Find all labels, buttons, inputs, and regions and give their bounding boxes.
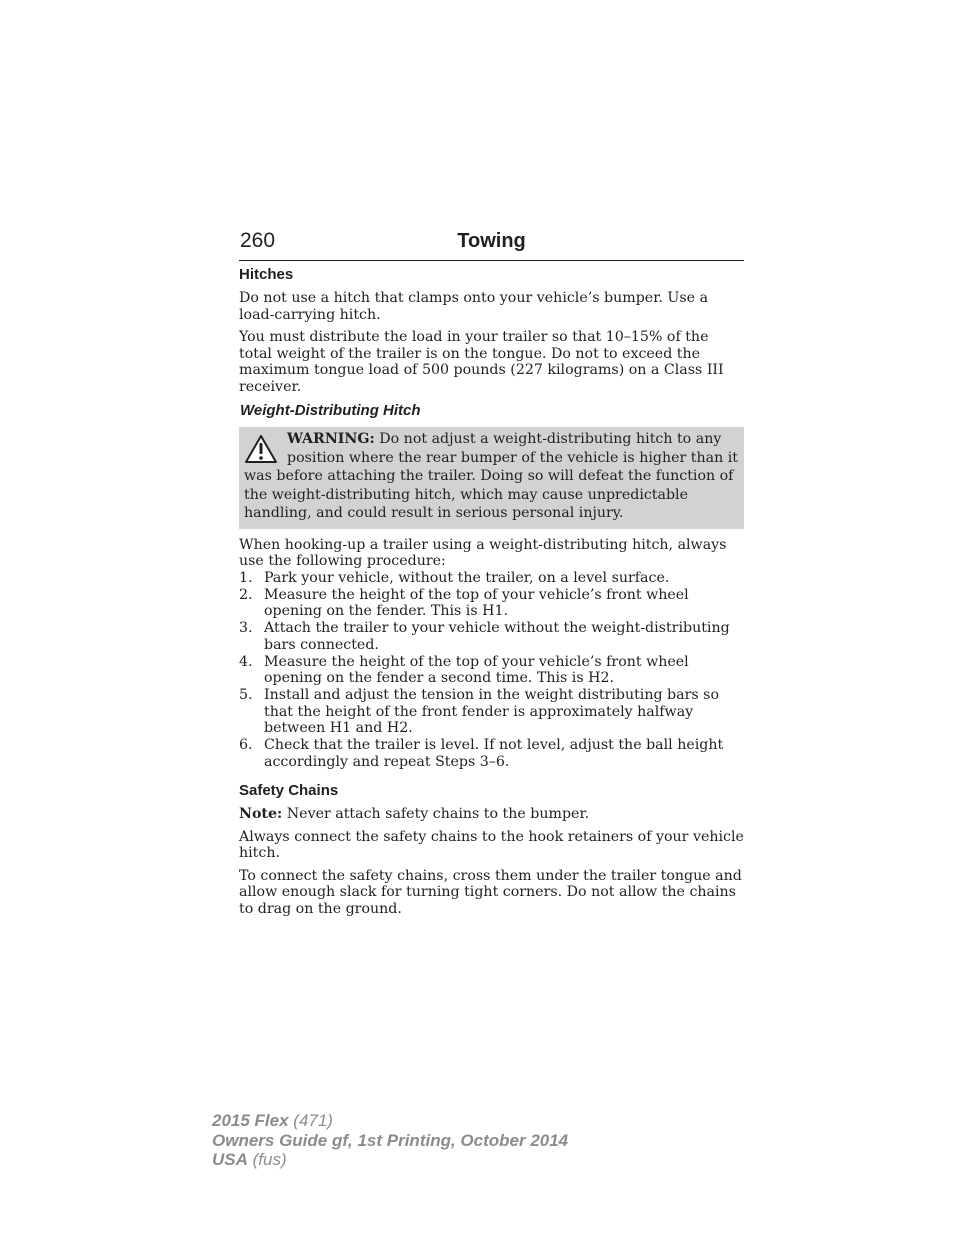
step-text: Measure the height of the top of your vehicle’s front wheel opening on the fender a second time. This is H2. <box>264 653 689 686</box>
warning-label: WARNING: <box>287 431 375 447</box>
step-text: Check that the trailer is level. If not level, adjust the ball height accordingly and repeat Steps 3–6. <box>264 737 724 770</box>
procedure-step <box>239 570 744 587</box>
procedure-step <box>239 587 744 620</box>
safety-chains-heading: Safety Chains <box>239 782 339 799</box>
procedure-step <box>239 654 744 687</box>
footer-guide-line: Owners Guide gf, 1st Printing, October 2014 <box>212 1130 569 1150</box>
safety-chains-paragraph-2: To connect the safety chains, cross them under the trailer tongue and allow enough slack for turning tight corners. Do not allow the chains to drag on the ground. <box>239 867 742 917</box>
step-text: Install and adjust the tension in the weight distributing bars so that the height of the front fender is approximately halfway between H1 and H2. <box>264 687 719 736</box>
page-number: 260 <box>240 229 276 252</box>
step-number: 1. <box>239 569 253 586</box>
step-text: Park your vehicle, without the trailer, on a level surface. <box>264 569 670 586</box>
safety-chains-paragraph-1: Always connect the safety chains to the hook retainers of your vehicle hitch. <box>239 828 744 861</box>
step-number: 6. <box>239 737 253 753</box>
weight-distributing-heading: Weight-Distributing Hitch <box>240 402 421 419</box>
procedure-step <box>239 737 744 770</box>
step-text: Attach the trailer to your vehicle without the weight-distributing bars connected. <box>264 620 730 653</box>
step-number: 3. <box>239 620 253 636</box>
safety-chains-note <box>239 806 744 823</box>
warning-triangle-icon <box>244 434 278 464</box>
hitches-paragraph-2: You must distribute the load in your trailer so that 10–15% of the total weight of the trailer is on the tongue. Do not to exceed the maximum tongue load of 500 pounds (227 kilograms) on a Class III receiver. <box>239 329 724 395</box>
procedure-intro: When hooking-up a trailer using a weight-distributing hitch, always use the following procedure: <box>239 536 727 569</box>
footer-model: 2015 Flex <box>212 1111 289 1130</box>
procedure-steps <box>239 570 744 771</box>
page-content <box>239 266 744 923</box>
footer-model-code: (471) <box>288 1111 333 1130</box>
procedure-step <box>239 687 744 737</box>
step-text: Measure the height of the top of your vehicle’s front wheel opening on the fender. This is H1. <box>264 586 689 619</box>
chapter-title: Towing <box>457 230 526 252</box>
hitches-paragraph-1: Do not use a hitch that clamps onto your vehicle’s bumper. Use a load-carrying hitch. <box>239 290 709 323</box>
step-number: 4. <box>239 653 253 670</box>
footer-region-line <box>212 1150 568 1170</box>
hitches-heading: Hitches <box>239 266 294 283</box>
warning-text: Do not adjust a weight-distributing hitch to any position where the rear bumper of the vehicle is higher than it was before attaching the trailer. Doing so will defeat the function of the weight-distributing hitch, which may cause unpredictable handling, and could result in serious personal injury. <box>244 431 738 521</box>
step-number: 2. <box>239 586 253 603</box>
page-footer <box>212 1111 568 1170</box>
page-header <box>239 229 744 261</box>
footer-model-line <box>212 1111 568 1131</box>
footer-region-code: (fus) <box>247 1150 287 1169</box>
warning-box <box>239 427 744 529</box>
note-label: Note: <box>239 806 283 822</box>
footer-region: USA <box>212 1150 248 1169</box>
step-number: 5. <box>239 687 253 703</box>
procedure-step <box>239 620 744 653</box>
note-text: Never attach safety chains to the bumper. <box>282 806 590 822</box>
